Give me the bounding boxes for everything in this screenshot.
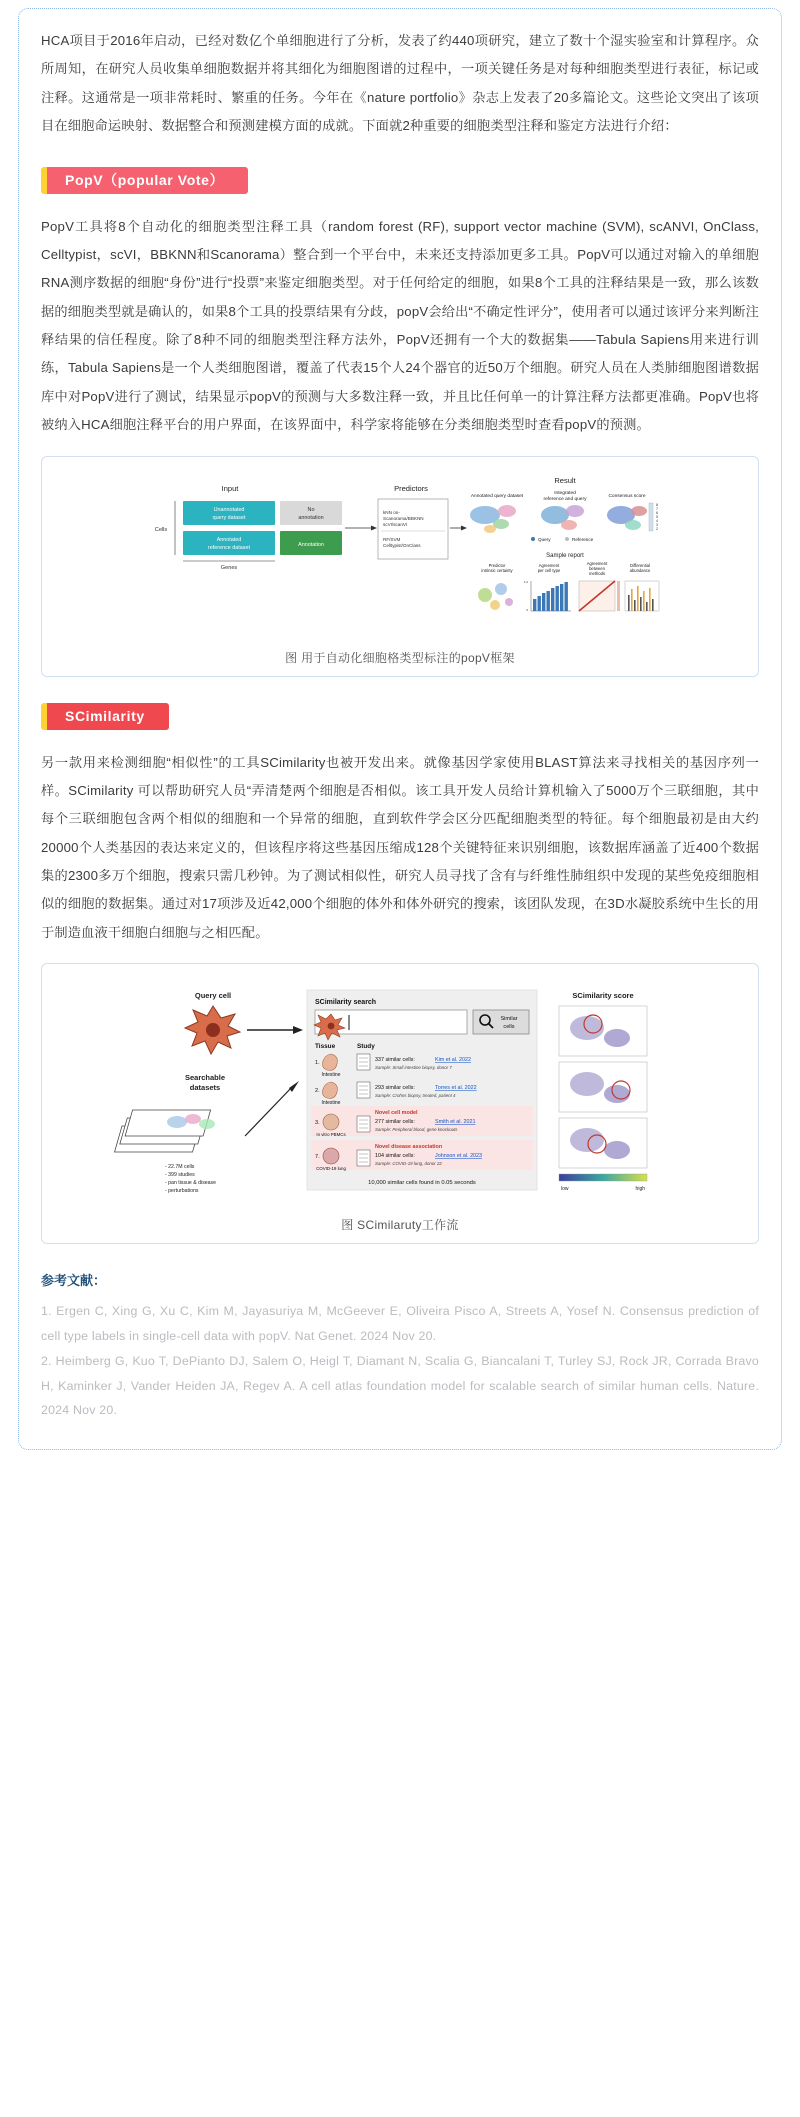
popv-consensus-scale	[649, 503, 658, 531]
popv-section-badge	[41, 167, 248, 194]
scim-row-sample-1: Sample: Crohns biopsy, treated, patient 4	[375, 1093, 456, 1099]
popv-result-annotated-query: Annotated query dataset	[470, 493, 524, 499]
scimilarity-body-paragraph: 另一款用来检测细胞“相似性”的工具SCimilarity也被开发出来。就像基因学家使用BLAST算法来寻找相关的基因序列一样。SCimilarity 可以帮助研究人员“弄清楚两个细胞是否相似。该工具开发人员给计算机输入了5000万个三联细胞，其中每个三联细胞包含两个相似的细胞和一个异常的细胞，直到软件学会区分匹配细胞类型的特征。每个细胞最初是由大约20000个人类基因的表达来定义的，但该程序将这些基因压缩成128个关键特征来识别细胞，该数据库涵盖了近400个数据集的2300多万个细胞，搜索只需几秒钟。为了测试相似性，研究人员寻找了含有与纤维性肺组织中发现的某些免疫细胞相似的细胞的数据集。通过对17项涉及近42,000个细胞的体外和体外研究的搜索，该团队发现，在3D水凝胶系统中生长的用于制造血液干细胞白细胞与之相匹配。	[41, 754, 759, 940]
popv-axis-genes: Genes	[220, 564, 238, 571]
references-title: 参考文献：	[41, 1273, 107, 1289]
scim-row-link-3: Johnson et al. 2023	[435, 1153, 483, 1160]
popv-result-consensus: Consensus score	[608, 493, 646, 499]
scim-row-link-0: Kim et al. 2022	[435, 1057, 471, 1064]
scim-col-tissue: Tissue	[315, 1043, 336, 1051]
popv-tick-2: 2	[656, 526, 658, 531]
popv-box-unannotated-line1: Unannotated	[213, 506, 245, 513]
reference-item-2: 2. Heimberg G, Kuo T, DePianto DJ, Salem O, Heigl T, Diamant N, Scalia G, Biancalani T, Turley SJ, Rock JR, Corrada Bravo H, Kaminker J, Vander Heiden JA, Regev A. A cell atlas foundation model for scalable search of similar human cells. Nature. 2024 Nov 20.	[41, 1353, 759, 1418]
scim-row-num-2: 3.	[315, 1120, 320, 1127]
popv-tick-4: 4	[656, 518, 658, 523]
popv-umap-query	[470, 505, 516, 533]
scim-row-num-1: 2.	[315, 1088, 320, 1095]
scim-result-row[interactable]	[311, 1140, 533, 1171]
scim-row-tissue-1: Intestine	[321, 1100, 341, 1107]
article-card	[18, 8, 782, 1450]
popv-panel-predictor-1: Predictor	[488, 562, 506, 568]
popv-tick-5: 5	[656, 514, 658, 519]
popv-axis-cells: Cells	[154, 526, 168, 533]
popv-pred-rf-1: RF/SVM	[383, 536, 401, 542]
scim-row-tag-3: Novel disease association	[375, 1144, 443, 1151]
scim-row-count-0: 337 similar cells:	[375, 1057, 415, 1064]
popv-umap-consensus	[607, 506, 647, 530]
popv-body-paragraph: PopV工具将8个自动化的细胞类型注释工具（random forest (RF), support vector machine (SVM), scANVI, OnClass, Celltypist，scVI，BBKNN和Scanorama）整合到一个平台中，未来还支持添加更多工具。PopV可以通过对输入的单细胞RNA测序数据的细胞“身份”进行“投票”来鉴定细胞类型。对于任何给定的细胞，如果8个工具的注释结果是一致，那么该数据的细胞类型就是确认的，如果8个工具的投票结果有分歧，popV会给出“不确定性评分”，使用者可以通过该评分来判断注释结果的信任程度。除了8种不同的细胞类型注释方法外，PopV还拥有一个大的数据集——Tabula Sapiens用来进行训练，Tabula Sapiens是一个人类细胞图谱，覆盖了代表15个人24个器官的近50万个细胞。研究人员在人类肺细胞图谱数据库中对PopV进行了测试，结果显示popV的预测与大多数注释一致，并且比任何单一的计算注释方法都更准确。PopV也将被纳入HCA细胞注释平台的用户界面，在该界面中，科学家将能够在分类细胞类型时查看popV的预测。	[41, 218, 759, 433]
scim-row-num-0: 1.	[315, 1060, 320, 1067]
intro-paragraph: HCA项目于2016年启动，已经对数亿个单细胞进行了分析，发表了约440项研究，建立了数十个湿实验室和计算程序。众所周知，在研究人员收集单细胞数据并将其细化为细胞图谱的过程中，一项关键任务是对每种细胞类型进行表征，标记或注释。这通常是一项非常耗时、繁重的任务。今年在《nature portfolio》杂志上发表了20多篇论文。这些论文突出了该项目在细胞命运映射、数据整合和预测建模方面的成就。下面就2种重要的细胞类型注释和鉴定方法进行介绍：	[41, 33, 759, 134]
popv-pred-rf-2: Celltypist/OnClass	[383, 542, 421, 548]
scimilarity-badge-row	[41, 703, 759, 735]
scimilarity-section-badge	[41, 703, 169, 730]
popv-panel-heatmap	[579, 581, 620, 611]
scim-row-sample-3: Sample: COVID-19 lung, donor 22	[375, 1161, 442, 1167]
popv-tick-8: 8	[656, 502, 658, 507]
popv-panel-barchart	[524, 580, 571, 612]
scim-row-tag-2: Novel cell model	[375, 1110, 418, 1117]
scimilarity-figure	[41, 963, 759, 1244]
scim-score-umap-1	[559, 1006, 647, 1056]
popv-pred-knn-1: kNN on-	[383, 509, 400, 515]
popv-tick-6: 6	[656, 510, 658, 515]
scim-similar-cells-button[interactable]	[473, 1010, 529, 1034]
popv-tick-7: 7	[656, 506, 658, 511]
popv-panel-scatter	[478, 583, 513, 610]
popv-panel-agree-cell-1: Agreement	[538, 562, 560, 568]
popv-box-annotated-line1: Annotated	[216, 536, 242, 543]
scim-similar-btn-line2: cells	[503, 1024, 515, 1031]
popv-box-unannotated-line2: query dataset	[212, 514, 246, 521]
scim-score-umap-2	[559, 1062, 647, 1112]
popv-box-noannotation-line1: No	[307, 506, 315, 513]
scim-row-sample-0: Sample: Small intestine biopsy, donor 7	[375, 1065, 452, 1071]
popv-pred-knn-2: Scanorama/BBKNN	[383, 515, 424, 521]
popv-result-integrated-2: reference and query	[543, 496, 587, 502]
scim-score-umap-3	[559, 1118, 647, 1168]
scim-footer-note: 10,000 similar cells found in 0.05 seconds	[368, 1180, 476, 1187]
popv-panel-diff-2: abundance	[629, 567, 651, 573]
scim-stat-3: - perturbations	[165, 1188, 199, 1195]
scim-row-link-1: Torres et al. 2022	[435, 1085, 477, 1092]
scim-row-num-3: 7.	[315, 1154, 320, 1161]
popv-panel-agree-methods-2: between	[589, 565, 605, 571]
scim-searchable-label-1: Searchable	[184, 1073, 226, 1083]
scim-stat-2: - pan tissue & disease	[165, 1180, 217, 1187]
popv-framework-diagram	[52, 469, 748, 639]
scim-searchable-label-2: datasets	[189, 1083, 221, 1093]
scim-row-count-3: 104 similar cells:	[375, 1153, 415, 1160]
popv-figure	[41, 456, 759, 677]
scim-result-row[interactable]	[311, 1106, 533, 1137]
popv-tick-3: 3	[656, 522, 658, 527]
popv-predictors-title: Predictors	[394, 483, 428, 493]
popv-panel-agree-methods-3: methods	[588, 570, 606, 576]
scim-similar-btn-line1: Similar	[500, 1016, 518, 1023]
reference-item-1: 1. Ergen C, Xing G, Xu C, Kim M, Jayasuriya M, McGeever E, Oliveira Pisco A, Streets A, Yosef N. Consensus prediction of cell type labels in single-cell data with popV. Nat Genet. 2024 Nov 20.	[41, 1304, 759, 1343]
scimilarity-workflow-diagram	[52, 976, 748, 1206]
popv-result-integrated-1: Integrated	[554, 490, 576, 496]
scim-stat-0: - 22.7M cells	[165, 1164, 195, 1171]
popv-bar-axis-0: 0	[526, 607, 528, 612]
popv-bar-axis-1: 1.0	[523, 579, 528, 584]
scim-row-count-2: 277 similar cells:	[375, 1119, 415, 1126]
scimilarity-badge-label: SCimilarity	[47, 703, 169, 730]
popv-panel-agree-methods-1: Agreement	[586, 560, 608, 566]
popv-box-annotation: Annotation	[298, 541, 324, 548]
popv-legend-reference: Reference	[572, 536, 594, 542]
scim-row-tissue-2: In vitro PBMCs	[316, 1132, 346, 1138]
scim-dataset-stack	[115, 1110, 215, 1152]
scim-legend-high: high	[635, 1186, 645, 1193]
popv-legend-query-dot	[531, 537, 535, 541]
popv-umap-integrated	[541, 505, 584, 530]
scim-row-tissue-3: COVID-19 lung	[316, 1166, 346, 1172]
scim-row-tissue-0: Intestine	[321, 1072, 341, 1079]
scim-stat-1: - 399 studies	[165, 1172, 195, 1179]
scim-row-link-2: Smith et al. 2021	[435, 1119, 476, 1126]
popv-legend-reference-dot	[565, 537, 569, 541]
scim-query-cell-label: Query cell	[194, 991, 232, 1001]
popv-figure-caption: 图 用于自动化细胞格类型标注的popV框架	[285, 650, 515, 665]
popv-badge-row	[41, 167, 759, 199]
scim-search-title: SCimilarity search	[315, 999, 377, 1007]
scim-col-study: Study	[357, 1043, 375, 1051]
scim-score-title: SCimilarity score	[572, 991, 634, 1001]
popv-panel-diff-1: Differential	[630, 562, 650, 568]
popv-panel-differential	[625, 581, 659, 611]
scim-row-sample-2: Sample: Peripheral blood, gene knockouts	[375, 1127, 458, 1133]
scim-score-colorbar	[559, 1174, 647, 1181]
popv-legend-query: Query	[538, 536, 551, 542]
popv-panel-predictor-2: intrinsic certainty	[481, 567, 513, 573]
popv-sample-report-title: Sample report	[546, 552, 584, 559]
popv-pred-knn-3: scVI/scanVI	[383, 521, 408, 527]
popv-input-title: Input	[221, 483, 239, 493]
scim-row-count-1: 293 similar cells:	[375, 1085, 415, 1092]
popv-badge-label: PopV（popular Vote）	[47, 167, 248, 194]
popv-box-annotated-line2: reference dataset	[208, 544, 250, 551]
popv-panel-agree-cell-2: per cell type	[537, 567, 561, 573]
scimilarity-figure-caption: 图 SCimilaruty工作流	[341, 1218, 459, 1233]
scim-legend-low: low	[561, 1186, 569, 1193]
popv-box-noannotation-line2: annotation	[298, 514, 324, 521]
popv-result-title: Result	[554, 475, 576, 485]
scim-query-cell-icon	[185, 1006, 240, 1054]
